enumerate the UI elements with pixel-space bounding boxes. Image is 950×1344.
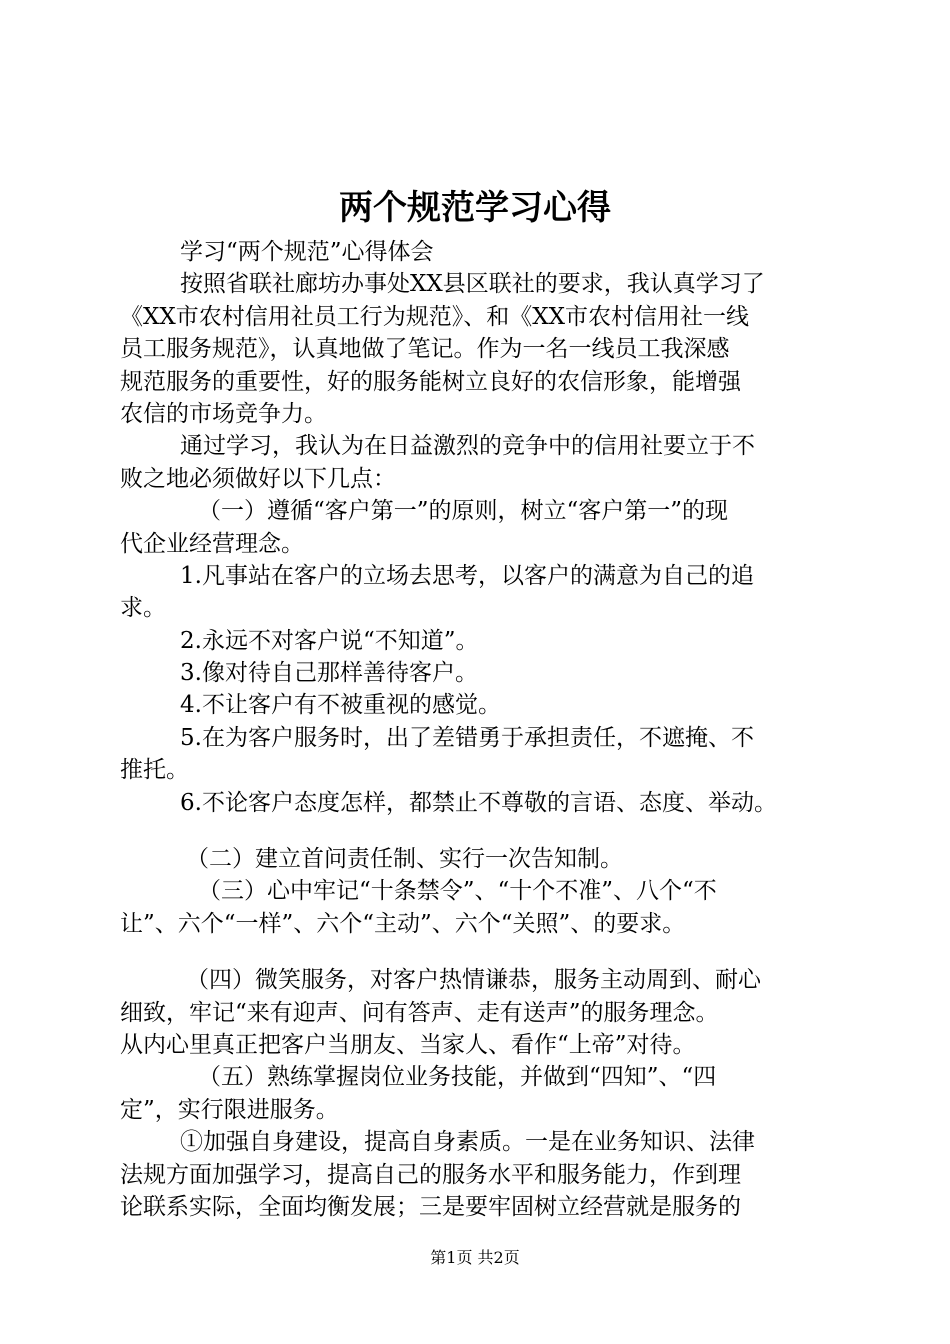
- paragraph-line: （三）心中牢记“十条禁令”、“十个不准”、八个“不: [198, 878, 717, 905]
- paragraph-line: 代企业经营理念。: [120, 530, 304, 557]
- paragraph-line: （一）遵循“客户第一”的原则，树立“客户第一”的现: [198, 498, 729, 525]
- list-item: 6.不论客户态度怎样，都禁止不尊敬的言语、态度、举动。: [180, 789, 777, 816]
- paragraph-line: ①加强自身建设，提高自身素质。一是在业务知识、法律: [180, 1129, 755, 1156]
- paragraph-line: 《XX市农村信用社员工行为规范》、和《XX市农村信用社一线: [120, 303, 749, 330]
- paragraph-line: 员工服务规范》，认真地做了笔记。作为一名一线员工我深感: [120, 336, 730, 363]
- paragraph-line: 定”，实行限进服务。: [120, 1096, 339, 1123]
- list-item: 5.在为客户服务时，出了差错勇于承担责任，不遮掩、不: [180, 724, 754, 751]
- paragraph-line: 论联系实际，全面均衡发展；三是要牢固树立经营就是服务的: [120, 1193, 741, 1220]
- paragraph-line: 规范服务的重要性，好的服务能树立良好的农信形象，能增强: [120, 368, 741, 395]
- paragraph-line: 细致，牢记“来有迎声、问有答声、走有送声”的服务理念。: [120, 999, 719, 1026]
- list-item: 1.凡事站在客户的立场去思考，以客户的满意为自己的追: [180, 562, 754, 589]
- list-item: 4.不让客户有不被重视的感觉。: [180, 692, 501, 719]
- list-item: 求。: [120, 595, 166, 622]
- paragraph-line: 从内心里真正把客户当朋友、当家人、看作“上帝”对待。: [120, 1031, 696, 1058]
- paragraph-line: 法规方面加强学习，提高自己的服务水平和服务能力，作到理: [120, 1161, 741, 1188]
- page-number-footer: 第1页 共2页: [430, 1248, 520, 1267]
- paragraph-line: （四）微笑服务，对客户热情谦恭，服务主动周到、耐心: [186, 967, 761, 994]
- document-title: 两个规范学习心得: [339, 188, 611, 228]
- paragraph-line: 学习“两个规范”心得体会: [180, 239, 434, 265]
- paragraph-line: 让”、六个“一样”、六个“主动”、六个“关照”、的要求。: [120, 910, 686, 937]
- paragraph-line: 败之地必须做好以下几点：: [120, 465, 396, 492]
- document-body: [120, 236, 850, 1223]
- paragraph-line: （二）建立首问责任制、实行一次告知制。: [186, 846, 623, 873]
- list-item: 2.永远不对客户说“不知道”。: [180, 627, 479, 654]
- paragraph-line: 通过学习，我认为在日益激烈的竞争中的信用社要立于不: [180, 433, 755, 460]
- paragraph-line: （五）熟练掌握岗位业务技能，并做到“四知”、“四: [198, 1064, 717, 1091]
- paragraph-line: 农信的市场竞争力。: [120, 400, 327, 427]
- list-item: 推托。: [120, 757, 189, 784]
- list-item: 3.像对待自己那样善待客户。: [180, 660, 478, 687]
- paragraph-line: 按照省联社廊坊办事处XX县区联社的要求，我认真学习了: [180, 271, 765, 298]
